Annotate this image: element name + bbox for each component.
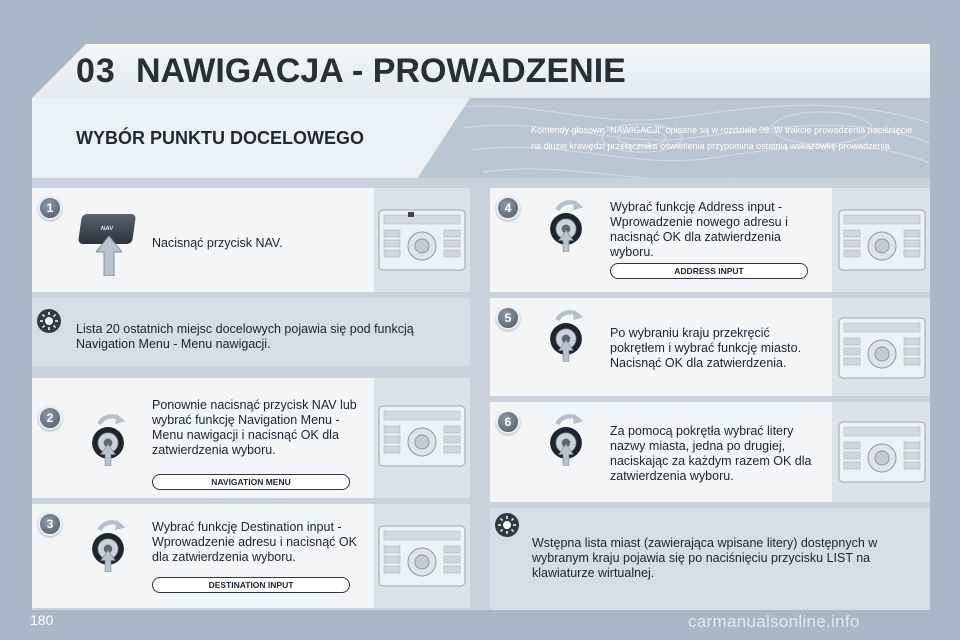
address-input-tag: ADDRESS INPUT — [610, 263, 808, 279]
rotary-knob-icon — [82, 520, 134, 572]
step-5-badge: 5 — [496, 306, 520, 330]
step-1-badge: 1 — [38, 196, 62, 220]
destination-input-tag: DESTINATION INPUT — [152, 577, 350, 593]
nav-button-illustration: NAV — [78, 214, 136, 244]
radio-unit-illustration — [838, 416, 926, 488]
rotary-knob-icon — [540, 310, 592, 362]
voice-commands-note: Komendy głosowe "NAWIGACJI" opisane są w rozdziale 09. W trakcie prowadzenia naciśnięcie na dłużej krawędzi przełącznika oświetlenia przypomina ostatnią wskazówkę prowadzenia. — [531, 125, 913, 151]
chapter-number: 03 — [76, 52, 116, 90]
radio-unit-illustration — [838, 204, 926, 276]
radio-unit-illustration — [838, 312, 926, 384]
radio-unit-illustration — [378, 204, 466, 276]
watermark: carmanualsonline.info — [688, 612, 860, 631]
section-title: WYBÓR PUNKTU DOCELOWEGO — [76, 128, 364, 148]
rotary-knob-icon — [540, 414, 592, 466]
step-6-badge: 6 — [496, 410, 520, 434]
tip-1-text: Lista 20 ostatnich miejsc docelowych pojawia się pod funkcją Navigation Menu - Menu nawigacji. — [76, 322, 414, 351]
step-4-text: Wybrać funkcję Address input - Wprowadzenie nowego adresu i nacisnąć OK dla zatwierdzenia wyboru. — [610, 200, 788, 259]
press-arrow-icon — [96, 236, 122, 276]
radio-unit-illustration — [378, 400, 466, 472]
tip-2-text: Wstępna lista miast (zawierająca wpisane litery) dostępnych w wybranym kraju pojawia się po naciśnięciu przycisku LIST na klawiaturze wirtualnej. — [532, 536, 878, 580]
lightbulb-tip-icon — [36, 308, 62, 334]
radio-unit-illustration — [378, 520, 466, 592]
step-2-badge: 2 — [38, 406, 62, 430]
step-2-text: Ponownie nacisnąć przycisk NAV lub wybrać funkcję Navigation Menu - Menu nawigacji i nacisnąć OK dla zatwierdzenia wyboru. — [152, 398, 357, 457]
navigation-menu-tag: NAVIGATION MENU — [152, 474, 350, 490]
page-number: 180 — [30, 612, 54, 628]
step-6-text: Za pomocą pokrętła wybrać litery nazwy miasta, jedna po drugiej, naciskając za każdym razem OK dla zatwierdzenia wyboru. — [610, 424, 812, 483]
step-3-badge: 3 — [38, 512, 62, 536]
step-5-text: Po wybraniu kraju przekręcić pokrętłem i wybrać funkcję miasto. Nacisnąć OK dla zatwierdzenia. — [610, 326, 802, 370]
step-3-text: Wybrać funkcję Destination input - Wprowadzenie adresu i nacisnąć OK dla zatwierdzenia wyboru. — [152, 520, 357, 564]
step-4-badge: 4 — [496, 196, 520, 220]
lightbulb-tip-icon — [494, 512, 520, 538]
rotary-knob-icon — [540, 200, 592, 252]
step-1-text: Nacisnąć przycisk NAV. — [152, 236, 283, 250]
chapter-title: NAWIGACJA - PROWADZENIE — [136, 52, 626, 90]
rotary-knob-icon — [82, 414, 134, 466]
